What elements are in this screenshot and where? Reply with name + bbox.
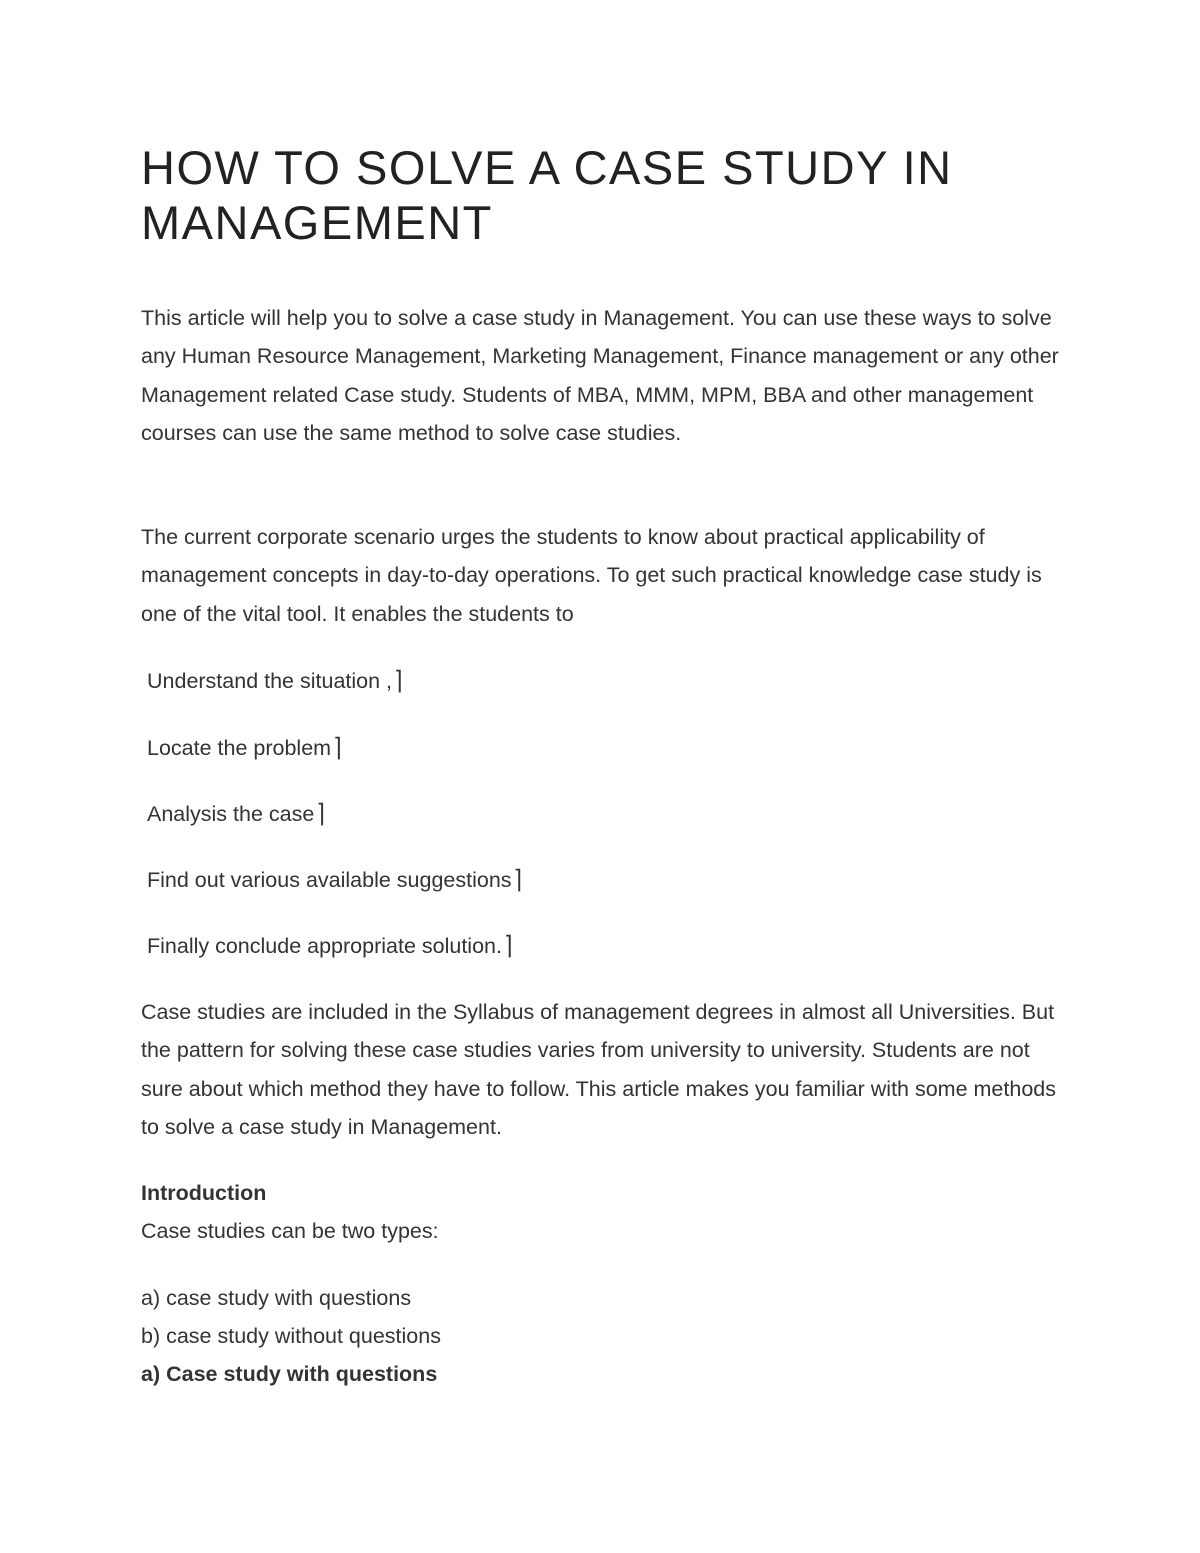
title-line-2: MANAGEMENT [141, 196, 493, 249]
bullet-text: Find out various available suggestions [147, 868, 512, 892]
bullet-mark-icon: ⌉ [316, 799, 325, 828]
types-line: Case studies can be two types: [141, 1219, 439, 1243]
bullet-item [147, 666, 403, 696]
type-a-item: a) case study with questions [141, 1286, 412, 1310]
scenario-paragraph: The current corporate scenario urges the students to know about practical applicability of management concepts in day-to-day operations. To get such practical knowledge case study is one of the vital tool. It enables the students to [141, 525, 1042, 626]
bullet-item [147, 733, 342, 763]
type-b-item: b) case study without questions [141, 1324, 441, 1348]
bullet-text: Analysis the case [147, 802, 315, 826]
intro-paragraph: This article will help you to solve a case study in Management. You can use these ways to solve any Human Resource Management, Marketing Management, Finance management or any other Management related Case study. Students of MBA, MMM, MPM, BBA and other management courses can use the same method to solve case studies. [141, 306, 1059, 445]
introduction-heading: Introduction [141, 1181, 267, 1205]
bullet-mark-icon: ⌉ [333, 733, 342, 762]
bullet-text: Understand the situation , [147, 669, 393, 693]
bullet-item [147, 865, 522, 895]
bullet-text: Locate the problem [147, 736, 332, 760]
bullet-mark-icon: ⌉ [394, 666, 403, 695]
bullet-mark-icon: ⌉ [513, 865, 523, 894]
bullet-item [147, 799, 325, 829]
bullet-item [147, 931, 513, 961]
bullet-mark-icon: ⌉ [503, 931, 513, 960]
syllabus-paragraph: Case studies are included in the Syllabus of management degrees in almost all Universities. But the pattern for solving these case studies varies from university to university. Students are not sure about which method they have to follow. This article makes you familiar with some methods to solve a case study in Management. [141, 1000, 1056, 1139]
section-a-heading: a) Case study with questions [141, 1362, 438, 1386]
document-title [141, 140, 953, 250]
title-line-1: HOW TO SOLVE A CASE STUDY IN [141, 141, 953, 194]
bullet-text: Finally conclude appropriate solution. [147, 934, 502, 958]
